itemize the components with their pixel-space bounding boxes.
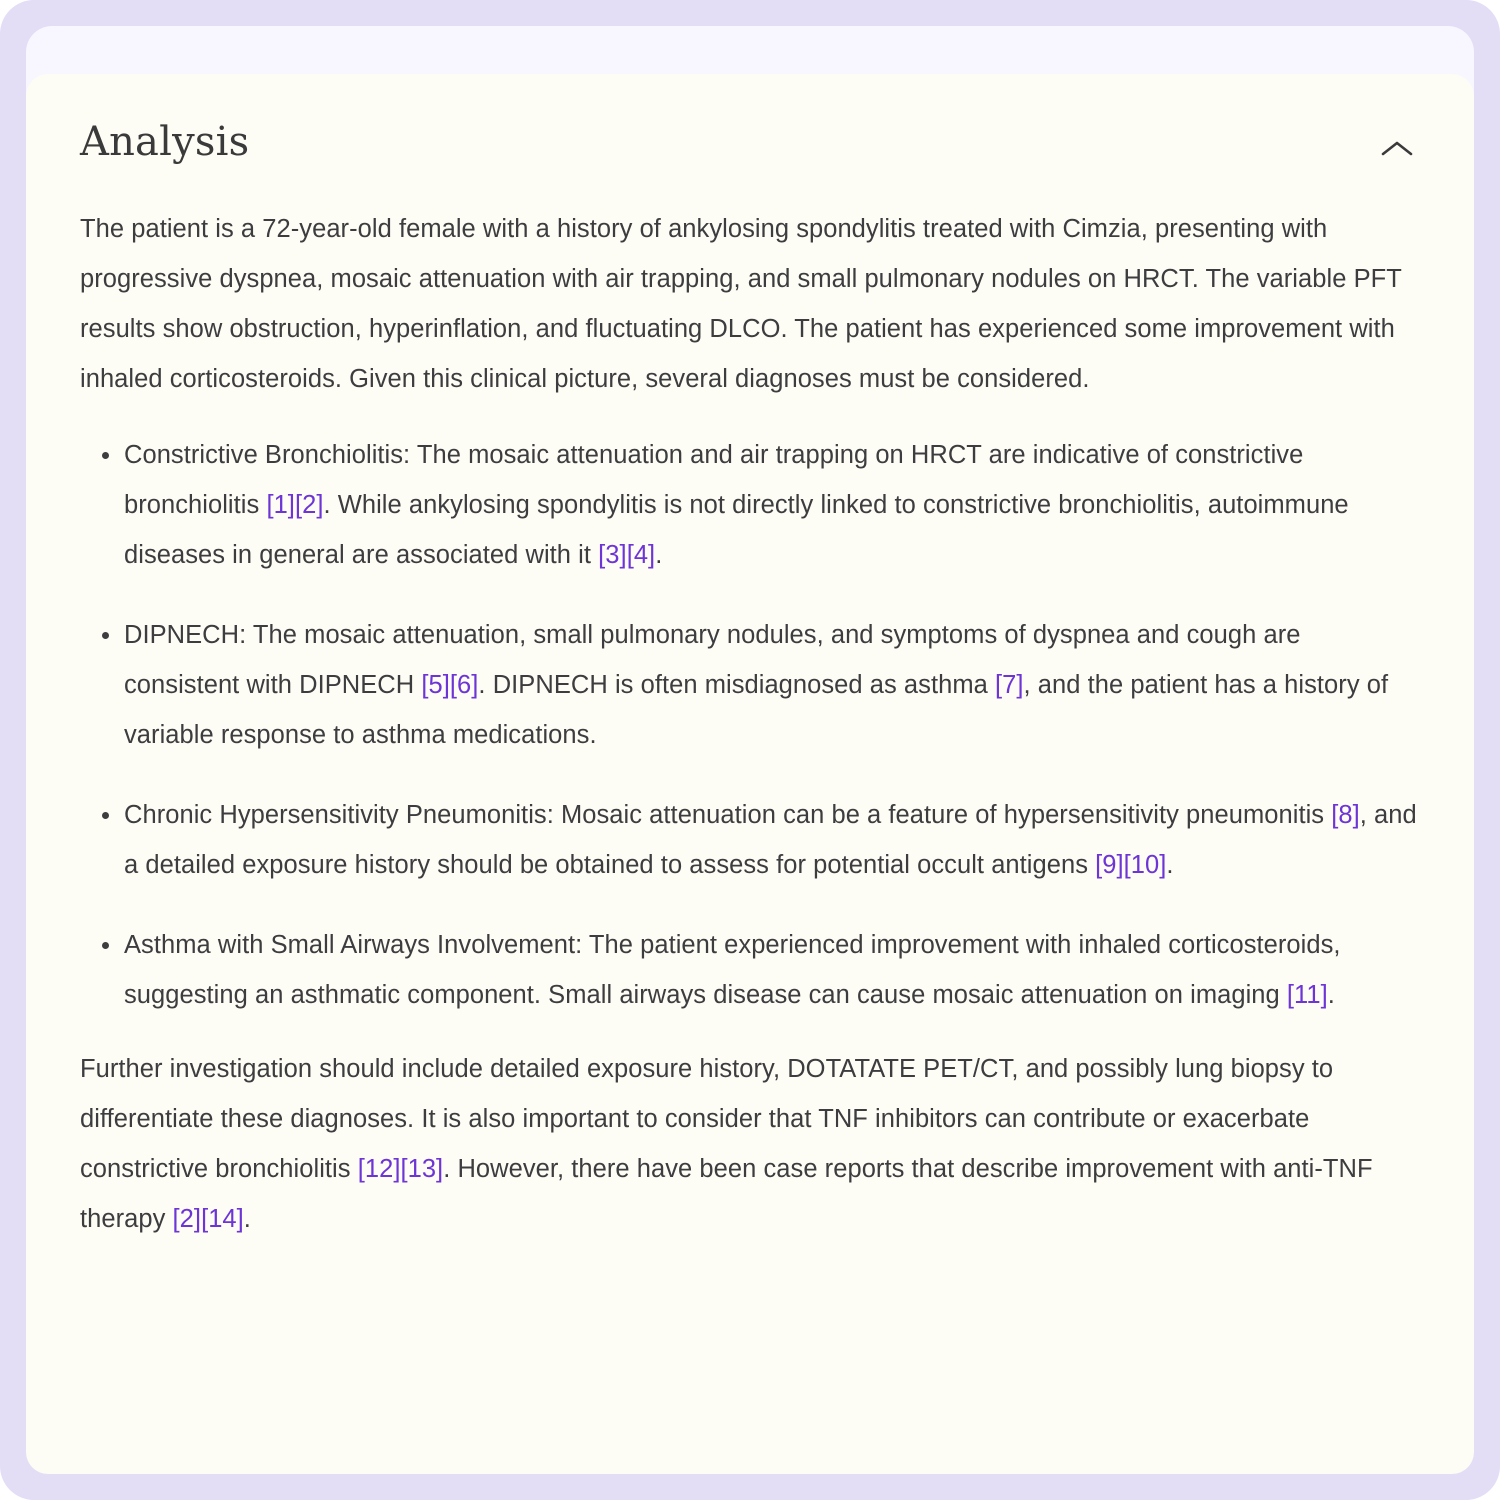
analysis-body bbox=[78, 204, 1422, 1244]
list-item: Asthma with Small Airways Involvement: The patient experienced improvement with inhaled corticosteroids, suggesting an asthmatic component. Small airways disease can cause mosaic attenuation on imaging [11]. bbox=[80, 920, 1422, 1020]
list-item: Constrictive Bronchiolitis: The mosaic attenuation and air trapping on HRCT are indicative of constrictive bronchiolitis [1][2]. While ankylosing spondylitis is not directly linked to constrictive bronchiolitis, autoimmune diseases in general are associated with it [3][4]. bbox=[80, 430, 1422, 580]
citation-link[interactable]: [1] bbox=[266, 491, 295, 519]
citation-link[interactable]: [7] bbox=[995, 671, 1024, 699]
citation-link[interactable]: [5] bbox=[421, 671, 450, 699]
collapse-section-button[interactable] bbox=[1372, 128, 1422, 170]
citation-link[interactable]: [9] bbox=[1095, 851, 1124, 879]
closing-paragraph: Further investigation should include detailed exposure history, DOTATATE PET/CT, and possibly lung biopsy to differentiate these diagnoses. It is also important to consider that TNF inhibitors can contribute or exacerbate constrictive bronchiolitis [12][13]. However, there have been case reports that describe improvement with anti-TNF therapy [2][14]. bbox=[80, 1055, 1373, 1233]
analysis-card bbox=[26, 74, 1474, 1474]
citation-link[interactable]: [13] bbox=[400, 1155, 444, 1183]
citation-link[interactable]: [8] bbox=[1331, 801, 1360, 829]
citation-link[interactable]: [3] bbox=[598, 541, 627, 569]
citation-link[interactable]: [11] bbox=[1286, 981, 1328, 1009]
intro-paragraph: The patient is a 72-year-old female with a history of ankylosing spondylitis treated with Cimzia, presenting with progressive dyspnea, mosaic attenuation with air trapping, and small pulmonary nodules on HRCT. The variable PFT results show obstruction, hyperinflation, and fluctuating DLCO. The patient has experienced some improvement with inhaled corticosteroids. Given this clinical picture, several diagnoses must be considered. bbox=[80, 215, 1402, 393]
citation-link[interactable]: [10] bbox=[1123, 851, 1167, 879]
citation-link[interactable]: [2] bbox=[172, 1205, 202, 1233]
list-item: Chronic Hypersensitivity Pneumonitis: Mosaic attenuation can be a feature of hypersensitivity pneumonitis [8], and a detailed exposure history should be obtained to assess for potential occult antigens [9][10]. bbox=[80, 790, 1422, 890]
citation-link[interactable]: [14] bbox=[201, 1205, 244, 1233]
citation-link[interactable]: [4] bbox=[626, 541, 656, 569]
citation-link[interactable]: [2] bbox=[294, 491, 324, 519]
citation-link[interactable]: [12] bbox=[357, 1155, 401, 1183]
differential-diagnosis-list bbox=[80, 430, 1422, 1020]
citation-link[interactable]: [6] bbox=[449, 671, 479, 699]
page-title: Analysis bbox=[80, 119, 250, 165]
panel-background bbox=[26, 26, 1474, 1474]
analysis-card-header bbox=[78, 120, 1422, 170]
list-item: DIPNECH: The mosaic attenuation, small pulmonary nodules, and symptoms of dyspnea and cough are consistent with DIPNECH [5][6]. DIPNECH is often misdiagnosed as asthma [7], and the patient has a history of variable response to asthma medications. bbox=[80, 610, 1422, 760]
chevron-up-icon bbox=[1380, 138, 1414, 160]
